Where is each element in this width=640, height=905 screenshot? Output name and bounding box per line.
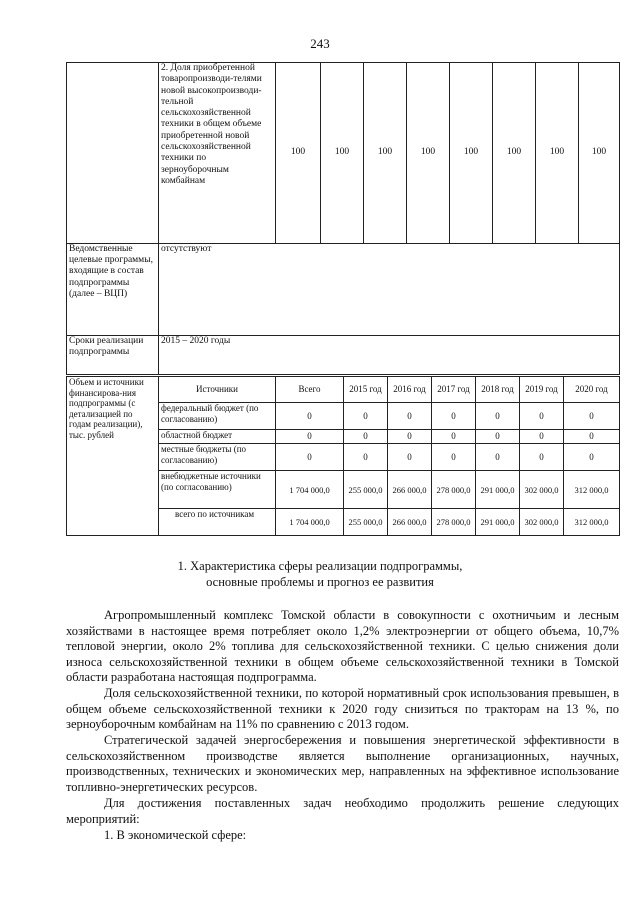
table-cell: 0 (520, 444, 564, 471)
indicator-label: 2. Доля приобретенной товаропроизводи-телями новой высокопроизводи-тельной сельскохозяйственной техники в общем объеме приобретенной новой сельскохозяйственной техники по зерноуборочным комбайнам (159, 63, 276, 244)
table-cell: 255 000,0 (344, 471, 388, 509)
table-cell: 302 000,0 (520, 509, 564, 536)
paragraph: 1. В экономической сфере: (104, 828, 247, 842)
section-heading-line2: основные проблемы и прогноз ее развития (206, 575, 434, 589)
paragraph: Доля сельскохозяйственной техники, по которой нормативный срок использования превышен, в общем объеме сельскохозяйственной техники к 2020 году снизиться по тракторам на 13 %, по зерноуборочным комбайнам на 11% по сравнению с 2013 годом. (66, 686, 619, 731)
table-cell: 255 000,0 (344, 509, 388, 536)
table-cell: 302 000,0 (520, 471, 564, 509)
paragraph: Стратегической задачей энергосбережения и повышения энергетической эффективности в сельскохозяйственном производстве является выполнение организационных, научных, производственных, технических и экономических мер, направленных на эффективное использование топливно-энергетических ресурсов. (66, 733, 619, 794)
table-cell: 291 000,0 (476, 471, 520, 509)
column-header: 2018 год (476, 377, 520, 403)
paragraph: Агропромышленный комплекс Томской области в совокупности с охотничьим и лесным хозяйствами в настоящее время потребляет около 1,2% электроэнергии от общего объема, 10,7% тепловой энергии, около 2% топлива для сельскохозяйственной техники. С целью снижения доли износа сельскохозяйственной техники в общем объеме сельскохозяйственной техники в Томской области разработана настоящая подпрограмма. (66, 608, 619, 684)
table-cell: 1 704 000,0 (276, 509, 344, 536)
finance-table (66, 376, 620, 536)
table-cell: 0 (388, 444, 432, 471)
table-cell: 0 (432, 403, 476, 430)
indicator-value: 100 (579, 63, 620, 244)
table-cell: 0 (476, 430, 520, 444)
table-cell: 0 (344, 403, 388, 430)
table-cell: 312 000,0 (564, 471, 620, 509)
table-cell: 266 000,0 (388, 471, 432, 509)
column-header: 2015 год (344, 377, 388, 403)
table-cell: 266 000,0 (388, 509, 432, 536)
table-cell: 0 (476, 444, 520, 471)
table-cell: 0 (432, 444, 476, 471)
column-header: Источники (159, 377, 276, 403)
terms-row (67, 336, 620, 375)
table-cell: 0 (344, 430, 388, 444)
indicator-value: 100 (364, 63, 407, 244)
table-cell: 278 000,0 (432, 509, 476, 536)
column-header: 2019 год (520, 377, 564, 403)
finance-label: Объем и источники финансирова-ния подпрограммы (с детализацией по годам реализации), тыс. рублей (67, 377, 159, 536)
terms-value: 2015 – 2020 годы (159, 336, 620, 375)
indicator-value: 100 (407, 63, 450, 244)
table-cell: 0 (520, 403, 564, 430)
paragraph: Для достижения поставленных задач необходимо продолжить решение следующих мероприятий: (66, 796, 619, 826)
vcp-row (67, 244, 620, 336)
indicator-table (66, 62, 620, 375)
indicator-value: 100 (276, 63, 321, 244)
column-header: Всего (276, 377, 344, 403)
terms-label: Сроки реализации подпрограммы (67, 336, 159, 375)
table-cell: 0 (432, 430, 476, 444)
indicator-value: 100 (493, 63, 536, 244)
vcp-label: Ведомственные целевые программы, входящие в состав подпрограммы (далее – ВЦП) (67, 244, 159, 336)
table-cell: 0 (276, 430, 344, 444)
table-cell: 1 704 000,0 (276, 471, 344, 509)
table-cell: 312 000,0 (564, 509, 620, 536)
section-heading-line1: 1. Характеристика сферы реализации подпрограммы, (177, 559, 463, 573)
table-cell: 291 000,0 (476, 509, 520, 536)
table-cell: 0 (388, 430, 432, 444)
indicator-value: 100 (536, 63, 579, 244)
source-label: местные бюджеты (по согласованию) (159, 444, 276, 471)
source-label: федеральный бюджет (по согласованию) (159, 403, 276, 430)
table-cell: 0 (388, 403, 432, 430)
source-label: всего по источникам (159, 509, 276, 536)
finance-header-row (67, 377, 620, 403)
table-cell: 0 (564, 403, 620, 430)
table-cell: 0 (520, 430, 564, 444)
indicator-value: 100 (321, 63, 364, 244)
indicator-row (67, 63, 620, 244)
vcp-value: отсутствуют (159, 244, 620, 336)
table-cell: 0 (564, 430, 620, 444)
source-label: областной бюджет (159, 430, 276, 444)
source-label: внебюджетные источники (по согласованию) (159, 471, 276, 509)
table-cell: 0 (276, 403, 344, 430)
table-cell: 0 (476, 403, 520, 430)
page-number: 243 (310, 36, 330, 51)
table-cell: 0 (344, 444, 388, 471)
column-header: 2020 год (564, 377, 620, 403)
table-cell: 278 000,0 (432, 471, 476, 509)
table-cell: 0 (276, 444, 344, 471)
table-cell: 0 (564, 444, 620, 471)
indicator-value: 100 (450, 63, 493, 244)
column-header: 2017 год (432, 377, 476, 403)
column-header: 2016 год (388, 377, 432, 403)
empty-cell (67, 63, 159, 244)
